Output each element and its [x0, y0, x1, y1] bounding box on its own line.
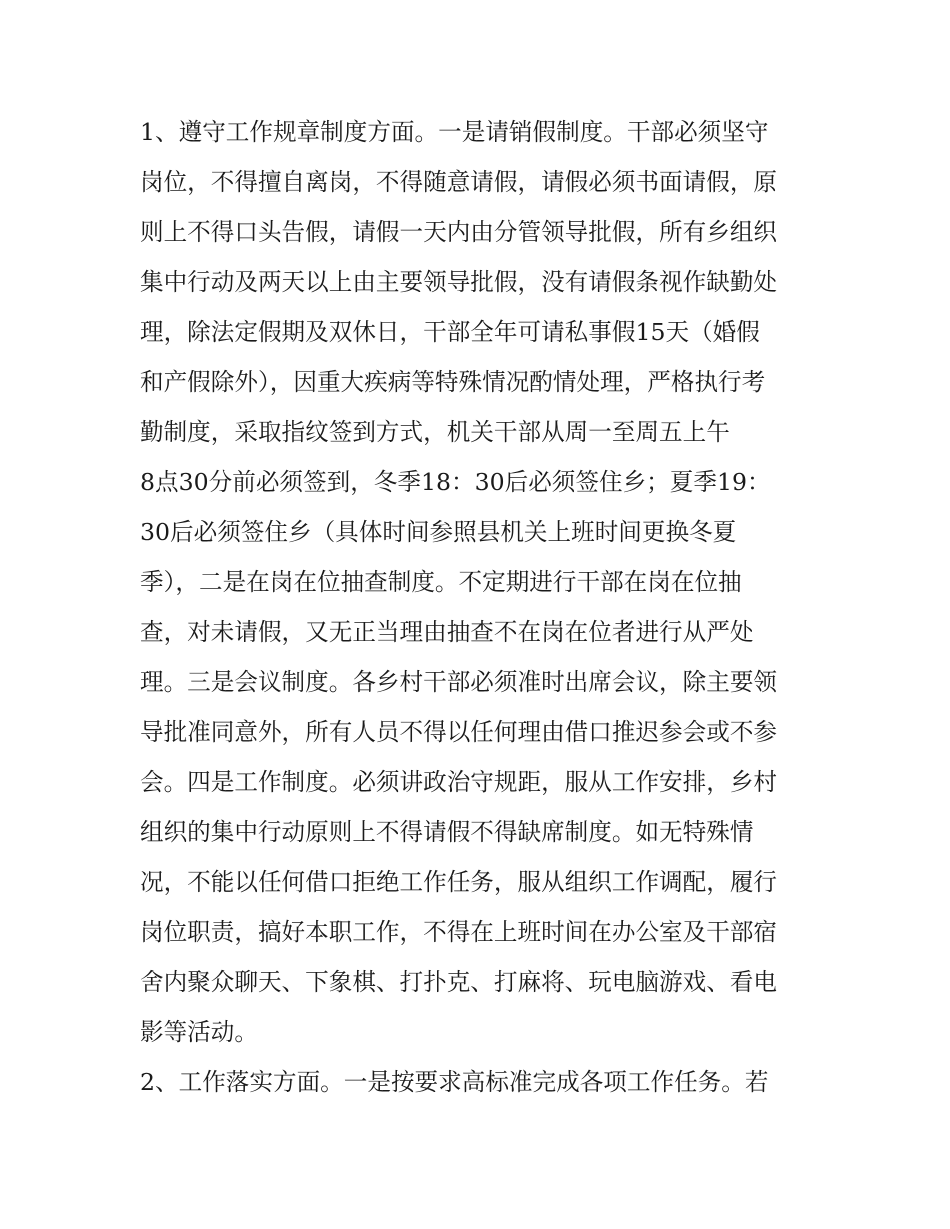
text-line: 影等活动。: [140, 1018, 258, 1046]
text-line: 导批准同意外，所有人员不得以任何理由借口推迟参会或不参: [140, 718, 778, 746]
text-line: 组织的集中行动原则上不得请假不得缺席制度。如无特殊情: [140, 818, 754, 846]
text-line: 况，不能以任何借口拒绝工作任务，服从组织工作调配，履行: [140, 868, 778, 896]
text-line: 会。四是工作制度。必须讲政治守规距，服从工作安排，乡村: [140, 768, 778, 796]
text-line: 30后必须签住乡（具体时间参照县机关上班时间更换冬夏: [140, 518, 737, 546]
text-line: 查，对未请假，又无正当理由抽查不在岗在位者进行从严处: [140, 618, 754, 646]
text-line: 岗位，不得擅自离岗，不得随意请假，请假必须书面请假，原: [140, 168, 778, 196]
text-line: 勤制度，采取指纹签到方式，机关干部从周一至周五上午: [140, 418, 730, 446]
text-line: 舍内聚众聊天、下象棋、打扑克、打麻将、玩电脑游戏、看电: [140, 968, 778, 996]
text-line: 岗位职责，搞好本职工作，不得在上班时间在办公室及干部宿: [140, 918, 778, 946]
text-line: 2、工作落实方面。一是按要求高标准完成各项工作任务。若: [140, 1068, 769, 1096]
text-line: 则上不得口头告假，请假一天内由分管领导批假，所有乡组织: [140, 218, 778, 246]
text-line: 理，除法定假期及双休日，干部全年可请私事假15天（婚假: [140, 318, 760, 346]
text-line: 集中行动及两天以上由主要领导批假，没有请假条视作缺勤处: [140, 268, 778, 296]
text-line: 理。三是会议制度。各乡村干部必须准时出席会议，除主要领: [140, 668, 778, 696]
text-line: 1、遵守工作规章制度方面。一是请销假制度。干部必须坚守: [140, 118, 769, 146]
text-line: 8点30分前必须签到，冬季18：30后必须签住乡；夏季19：: [140, 468, 771, 496]
text-line: 和产假除外），因重大疾病等特殊情况酌情处理，严格执行考: [140, 368, 766, 396]
text-line: 季），二是在岗在位抽查制度。不定期进行干部在岗在位抽: [140, 568, 742, 596]
